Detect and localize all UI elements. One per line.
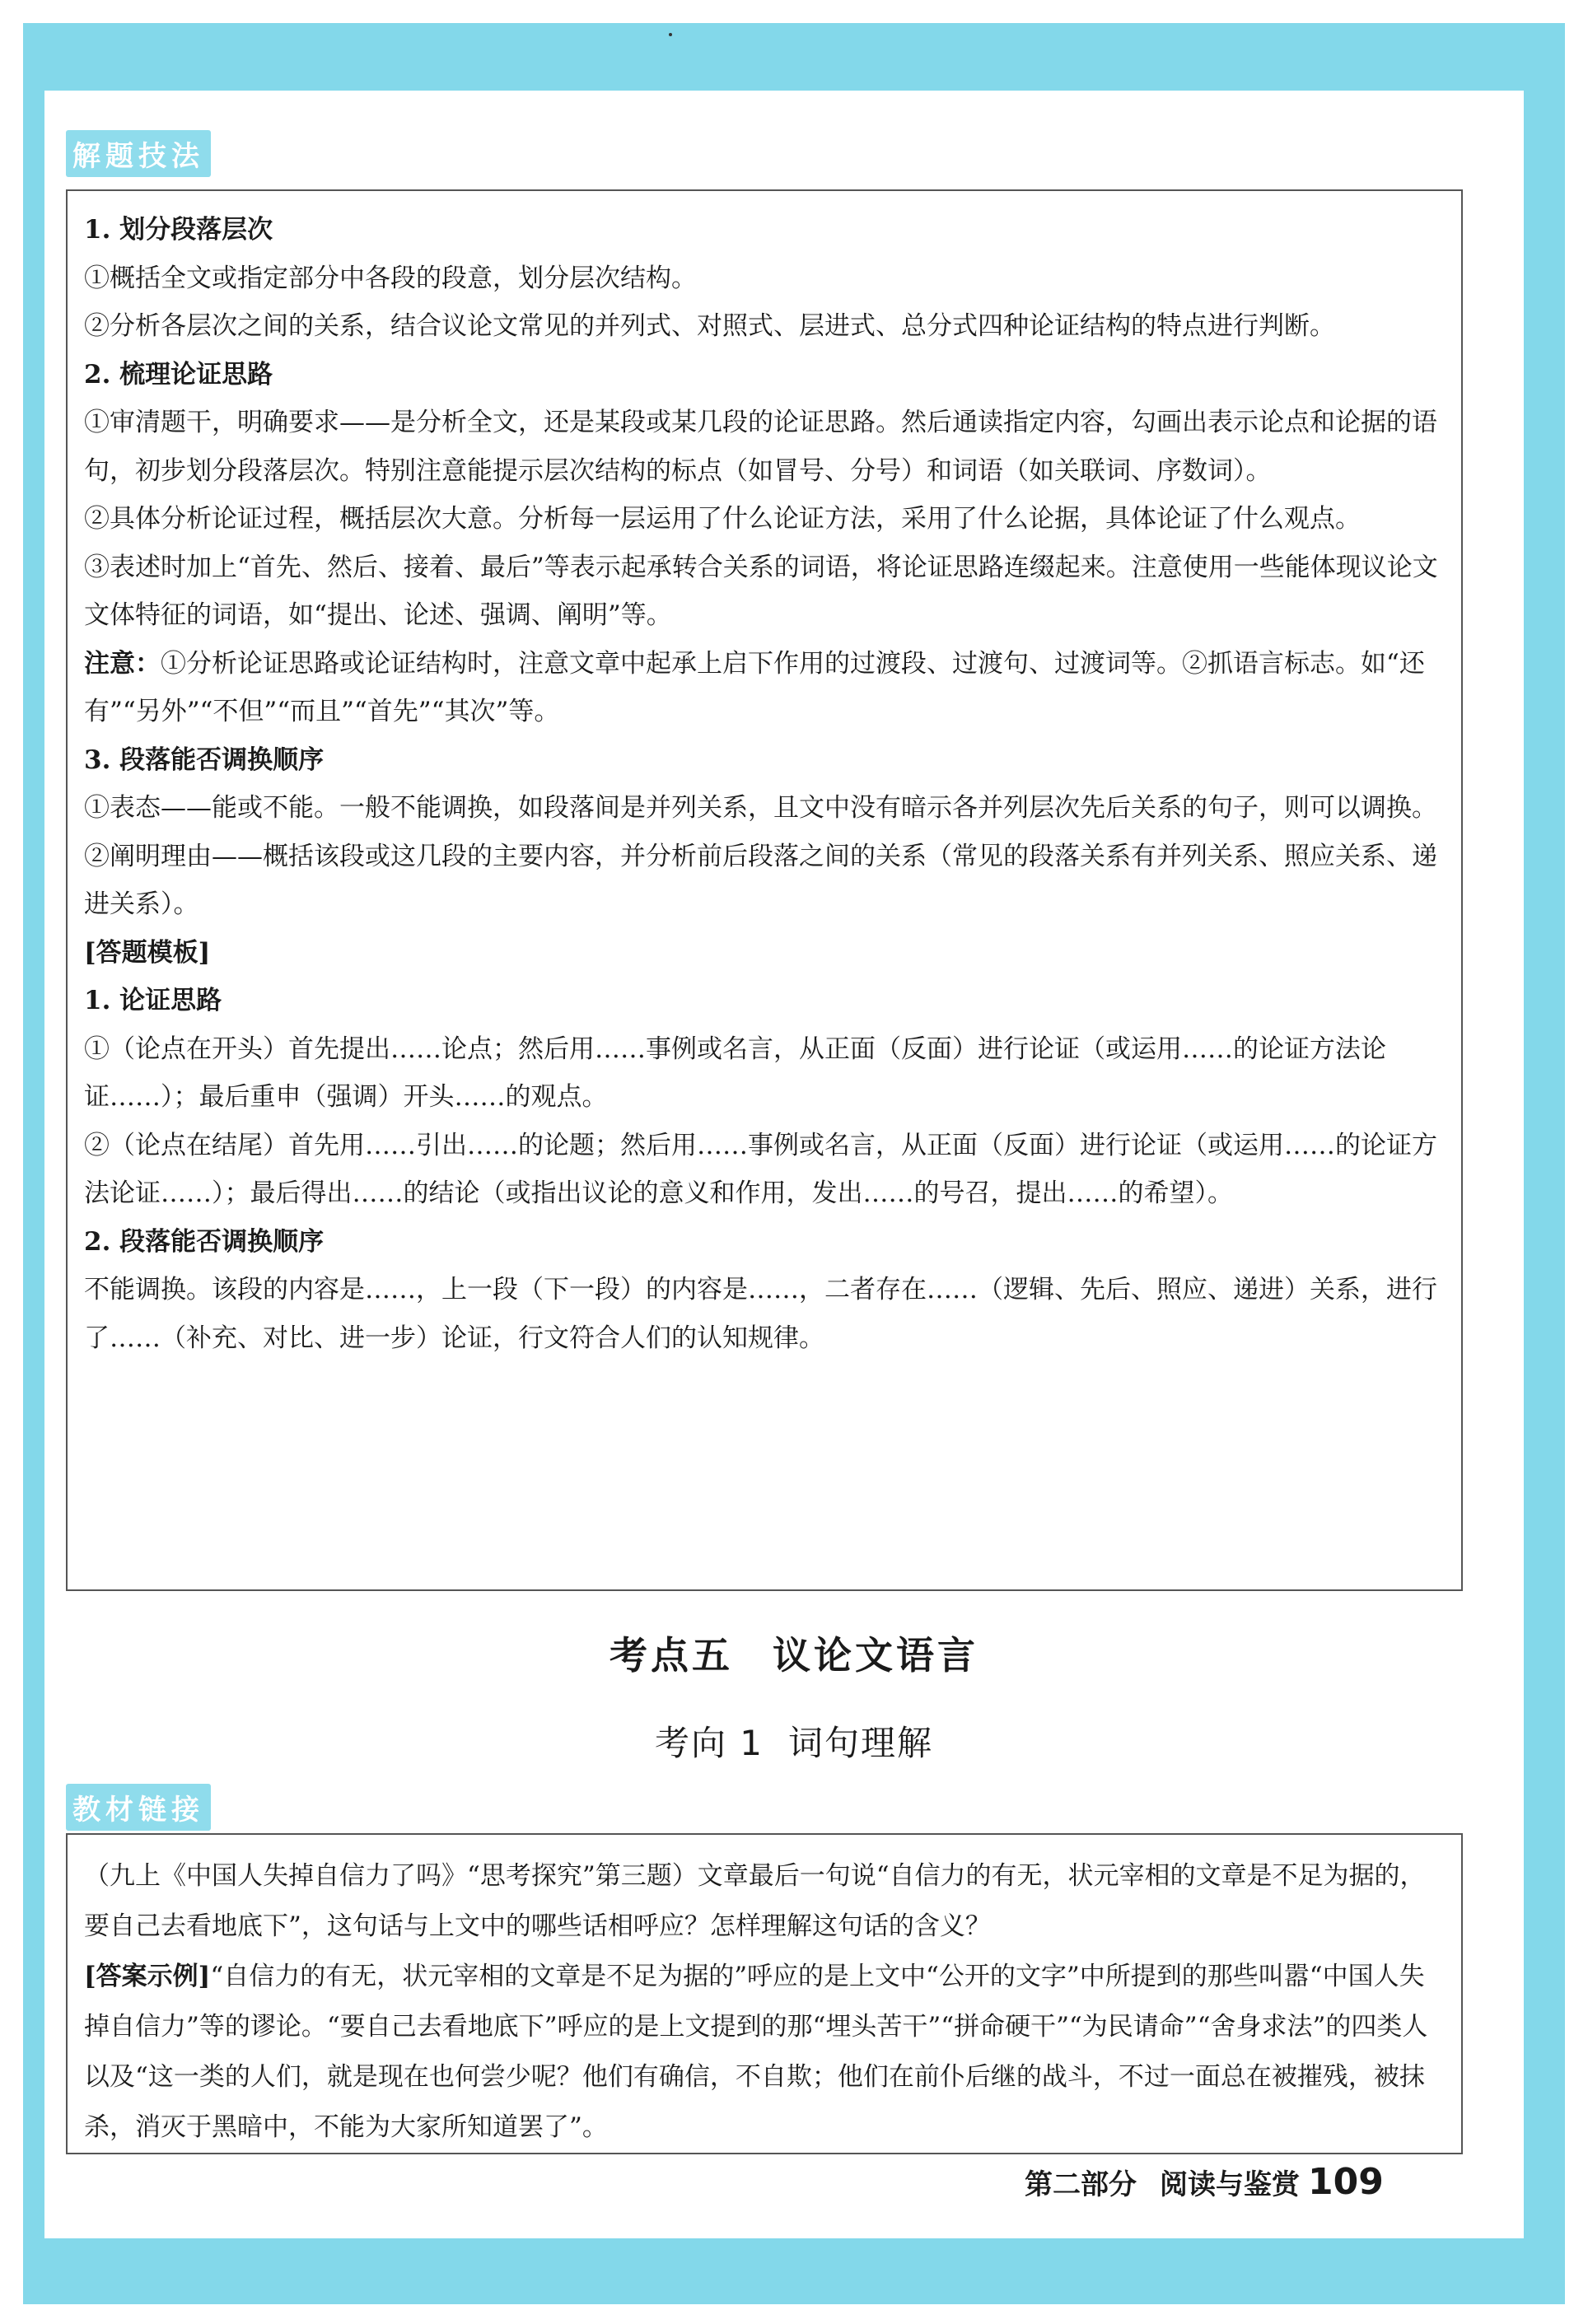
note-paragraph (84, 640, 1445, 736)
footer-part: 第二部分 (1025, 2168, 1137, 2201)
heading-number: 考点五 (610, 1633, 733, 1678)
paragraph: ③表述时加上“首先、然后、接着、最后”等表示起承转合关系的词语，将论证思路连缀起来。注意使用一些能体现议论文文体特征的词语，如“提出、论述、强调、阐明”等。 (84, 552, 1438, 630)
subheading-title: 词句理解 (788, 1723, 934, 1763)
subheading-paragraph-order: 3. 段落能否调换顺序 (84, 744, 325, 775)
note-label: 注意： (84, 648, 161, 679)
paragraph: ①概括全文或指定部分中各段的段意，划分层次结构。 (84, 263, 697, 293)
answer-paragraph (84, 1952, 1445, 2153)
paragraph: ①审清题干，明确要求——是分析全文，还是某段或某几段的论证思路。然后通读指定内容，勾画出表示论点和论据的语句，初步划分段落层次。特别注意能提示层次结构的标点（如冒号、分号）和词语（如关联词、序数词）。 (84, 408, 1437, 486)
page-number: 109 (1308, 2161, 1384, 2203)
paragraph: ②分析各层次之间的关系，结合议论文常见的并列式、对照式、层进式、总分式四种论证结构的特点进行判断。 (84, 311, 1335, 341)
footer-title: 阅读与鉴赏 (1160, 2168, 1300, 2201)
answer-text: “自信力的有无，状元宰相的文章是不足为据的”呼应的是上文中“公开的文字”中所提到的那些叫嚣“中国人失掉自信力”等的谬论。“要自己去看地底下”呼应的是上文提到的那“埋头苦干”“拼命硬干”“为民请命”“舍身求法”的四类人以及“这一类的人们，就是现在也何尝少呢？他们有确信，不自欺；他们在前仆后继的战斗，不过一面总在被摧残，被抹杀，消灭于黑暗中，不能为大家所知道罢了”。 (84, 1962, 1428, 2142)
page-footer (1025, 2161, 1384, 2203)
paragraph: ②具体分析论证过程，概括层次大意。分析每一层运用了什么论证方法，采用了什么论据，具体论证了什么观点。 (84, 504, 1361, 534)
left-border-band (23, 23, 44, 2304)
paragraph: ①表态——能或不能。一般不能调换，如段落间是并列关系，且文中没有暗示各并列层次先后关系的句子，则可以调换。 (84, 793, 1437, 823)
subheading-number: 考向 1 (654, 1723, 764, 1763)
question-text: （九上《中国人失掉自信力了吗》“思考探究”第三题）文章最后一句说“自信力的有无，状元宰相的文章是不足为据的，要自己去看地底下”，这句话与上文中的哪些话相呼应？怎样理解这句话的含义？ (84, 1861, 1426, 1941)
scan-speck (669, 33, 672, 36)
textbook-link-box (66, 1833, 1463, 2154)
answer-example-label: [答案示例] (84, 1962, 211, 1991)
subheading-template-argument: 1. 论证思路 (84, 986, 222, 1015)
answer-template-label: [答题模板] (84, 937, 211, 968)
paragraph: ②阐明理由——概括该段或这几段的主要内容，并分析前后段落之间的关系（常见的段落关系有并列关系、照应关系、递进关系）。 (84, 841, 1437, 919)
section-heading (0, 1626, 1588, 1680)
paragraph: ①（论点在开头）首先提出……论点；然后用……事例或名言，从正面（反面）进行论证（或运用……的论证方法论证……）；最后重申（强调）开头……的观点。 (84, 1034, 1386, 1112)
note-text: ①分析论证思路或论证结构时，注意文章中起承上启下作用的过渡段、过渡句、过渡词等。②抓语言标志。如“还有”“另外”“不但”“而且”“首先”“其次”等。 (84, 648, 1425, 726)
subsection-heading (0, 1716, 1588, 1766)
bottom-border-band (23, 2238, 1565, 2304)
top-border-band (23, 23, 1565, 91)
right-border-band (1524, 23, 1565, 2304)
heading-title: 议论文语言 (773, 1633, 978, 1678)
paragraph: 不能调换。该段的内容是……，上一段（下一段）的内容是……，二者存在……（逻辑、先后、照应、递进）关系，进行了……（补充、对比、进一步）论证，行文符合人们的认知规律。 (84, 1275, 1437, 1353)
subheading-template-order: 2. 段落能否调换顺序 (84, 1226, 325, 1257)
section-tag-textbook-link: 教材链接 (66, 1784, 211, 1831)
techniques-box (66, 189, 1463, 1591)
subheading-divide-paragraphs: 1. 划分段落层次 (84, 215, 273, 245)
paragraph: ②（论点在结尾）首先用……引出……的论题；然后用……事例或名言，从正面（反面）进行论证（或运用……的论证方法论证……）；最后得出……的结论（或指出议论的意义和作用，发出……的号召，提出……的希望）。 (84, 1130, 1437, 1208)
subheading-argument-thinking: 2. 梳理论证思路 (84, 359, 273, 390)
section-tag-solving-techniques: 解题技法 (66, 130, 211, 177)
